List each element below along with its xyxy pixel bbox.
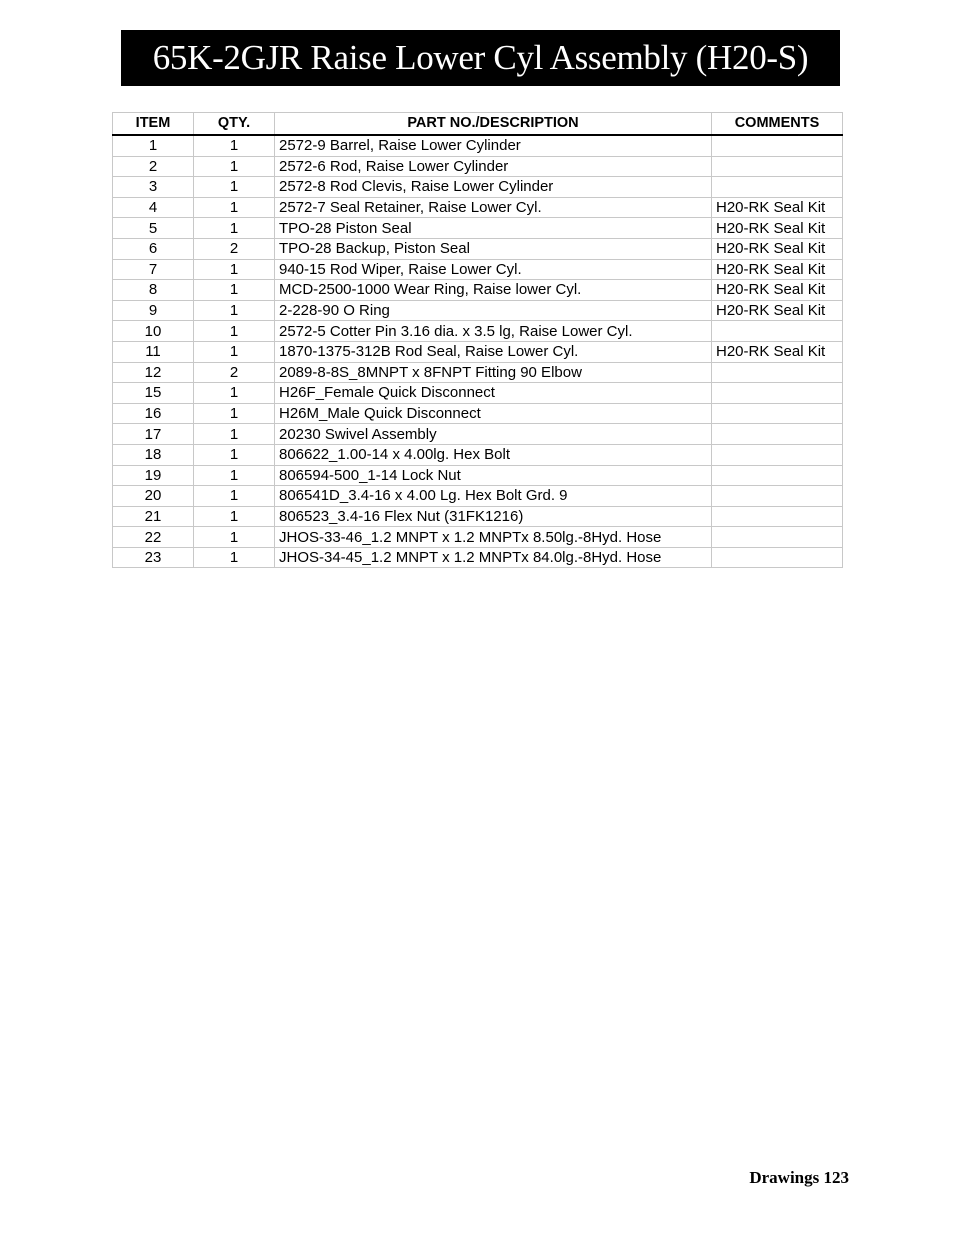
table-row [113, 527, 843, 548]
cell-comments [712, 362, 843, 383]
table-row [113, 424, 843, 445]
cell-item: 3 [113, 177, 194, 198]
cell-comments [712, 403, 843, 424]
table-row [113, 486, 843, 507]
cell-description: JHOS-33-46_1.2 MNPT x 1.2 MNPTx 8.50lg.-8Hyd. Hose [275, 527, 712, 548]
cell-item: 19 [113, 465, 194, 486]
table-row [113, 259, 843, 280]
table-row [113, 300, 843, 321]
cell-qty: 1 [194, 403, 275, 424]
cell-comments: H20-RK Seal Kit [712, 280, 843, 301]
title-bar [121, 30, 840, 86]
cell-description: 1870-1375-312B Rod Seal, Raise Lower Cyl. [275, 341, 712, 362]
cell-comments: H20-RK Seal Kit [712, 341, 843, 362]
cell-item: 2 [113, 156, 194, 177]
table-row [113, 321, 843, 342]
cell-item: 22 [113, 527, 194, 548]
cell-comments [712, 156, 843, 177]
cell-comments: H20-RK Seal Kit [712, 197, 843, 218]
table-row [113, 341, 843, 362]
header-qty: QTY. [194, 113, 275, 136]
cell-qty: 1 [194, 486, 275, 507]
cell-qty: 1 [194, 218, 275, 239]
cell-description: 2572-6 Rod, Raise Lower Cylinder [275, 156, 712, 177]
parts-table-body [113, 135, 843, 568]
cell-description: 806594-500_1-14 Lock Nut [275, 465, 712, 486]
cell-qty: 1 [194, 341, 275, 362]
table-row [113, 177, 843, 198]
cell-item: 20 [113, 486, 194, 507]
cell-description: TPO-28 Piston Seal [275, 218, 712, 239]
cell-description: JHOS-34-45_1.2 MNPT x 1.2 MNPTx 84.0lg.-8Hyd. Hose [275, 547, 712, 568]
cell-item: 8 [113, 280, 194, 301]
cell-qty: 2 [194, 238, 275, 259]
table-row [113, 156, 843, 177]
cell-item: 23 [113, 547, 194, 568]
cell-item: 17 [113, 424, 194, 445]
cell-comments [712, 177, 843, 198]
table-row [113, 506, 843, 527]
cell-item: 1 [113, 135, 194, 156]
header-description: PART NO./DESCRIPTION [275, 113, 712, 136]
cell-qty: 1 [194, 321, 275, 342]
cell-description: 2572-8 Rod Clevis, Raise Lower Cylinder [275, 177, 712, 198]
cell-qty: 1 [194, 444, 275, 465]
cell-comments [712, 383, 843, 404]
cell-comments [712, 424, 843, 445]
table-row [113, 383, 843, 404]
cell-comments [712, 506, 843, 527]
cell-description: 806622_1.00-14 x 4.00lg. Hex Bolt [275, 444, 712, 465]
cell-description: 2572-5 Cotter Pin 3.16 dia. x 3.5 lg, Raise Lower Cyl. [275, 321, 712, 342]
header-comments: COMMENTS [712, 113, 843, 136]
cell-comments [712, 527, 843, 548]
table-header-row [113, 113, 843, 136]
cell-description: TPO-28 Backup, Piston Seal [275, 238, 712, 259]
table-row [113, 197, 843, 218]
cell-item: 9 [113, 300, 194, 321]
table-row [113, 465, 843, 486]
table-row [113, 280, 843, 301]
cell-comments: H20-RK Seal Kit [712, 259, 843, 280]
cell-item: 5 [113, 218, 194, 239]
cell-qty: 1 [194, 280, 275, 301]
cell-qty: 1 [194, 197, 275, 218]
cell-description: 2-228-90 O Ring [275, 300, 712, 321]
cell-comments [712, 547, 843, 568]
parts-table [112, 112, 843, 568]
cell-qty: 2 [194, 362, 275, 383]
cell-item: 18 [113, 444, 194, 465]
cell-comments [712, 321, 843, 342]
cell-comments: H20-RK Seal Kit [712, 218, 843, 239]
table-row [113, 444, 843, 465]
cell-description: 940-15 Rod Wiper, Raise Lower Cyl. [275, 259, 712, 280]
cell-item: 7 [113, 259, 194, 280]
cell-qty: 1 [194, 156, 275, 177]
table-row [113, 218, 843, 239]
page-footer: Drawings 123 [749, 1168, 849, 1187]
cell-qty: 1 [194, 383, 275, 404]
page-title: 65K-2GJR Raise Lower Cyl Assembly (H20-S) [152, 38, 809, 77]
cell-item: 16 [113, 403, 194, 424]
cell-item: 11 [113, 341, 194, 362]
cell-description: 2089-8-8S_8MNPT x 8FNPT Fitting 90 Elbow [275, 362, 712, 383]
cell-description: 2572-7 Seal Retainer, Raise Lower Cyl. [275, 197, 712, 218]
cell-description: 806541D_3.4-16 x 4.00 Lg. Hex Bolt Grd. 9 [275, 486, 712, 507]
cell-qty: 1 [194, 300, 275, 321]
cell-qty: 1 [194, 547, 275, 568]
cell-qty: 1 [194, 465, 275, 486]
cell-qty: 1 [194, 527, 275, 548]
table-row [113, 238, 843, 259]
cell-item: 15 [113, 383, 194, 404]
cell-item: 10 [113, 321, 194, 342]
table-row [113, 362, 843, 383]
cell-description: 2572-9 Barrel, Raise Lower Cylinder [275, 135, 712, 156]
cell-description: H26F_Female Quick Disconnect [275, 383, 712, 404]
cell-qty: 1 [194, 506, 275, 527]
cell-qty: 1 [194, 259, 275, 280]
cell-description: MCD-2500-1000 Wear Ring, Raise lower Cyl. [275, 280, 712, 301]
cell-item: 6 [113, 238, 194, 259]
cell-qty: 1 [194, 424, 275, 445]
cell-description: 20230 Swivel Assembly [275, 424, 712, 445]
cell-description: H26M_Male Quick Disconnect [275, 403, 712, 424]
table-row [113, 547, 843, 568]
cell-item: 21 [113, 506, 194, 527]
cell-comments: H20-RK Seal Kit [712, 238, 843, 259]
cell-qty: 1 [194, 135, 275, 156]
cell-comments [712, 444, 843, 465]
cell-description: 806523_3.4-16 Flex Nut (31FK1216) [275, 506, 712, 527]
table-row [113, 135, 843, 156]
table-row [113, 403, 843, 424]
cell-comments [712, 465, 843, 486]
cell-comments [712, 135, 843, 156]
cell-qty: 1 [194, 177, 275, 198]
cell-item: 4 [113, 197, 194, 218]
cell-comments [712, 486, 843, 507]
cell-comments: H20-RK Seal Kit [712, 300, 843, 321]
header-item: ITEM [113, 113, 194, 136]
cell-item: 12 [113, 362, 194, 383]
